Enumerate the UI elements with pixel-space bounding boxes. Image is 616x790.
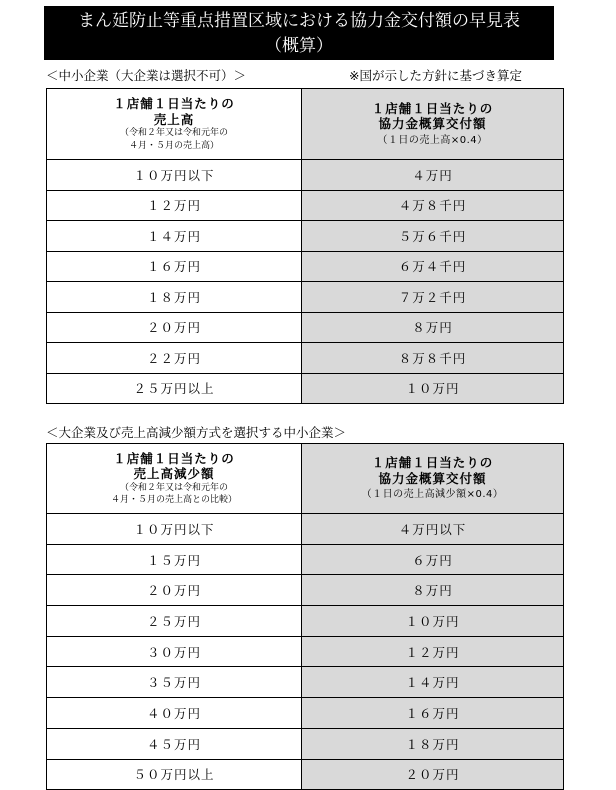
header-sales-sub1: （令和２年又は令和元年の: [119, 128, 228, 139]
sales-cell: ２０万円: [47, 312, 302, 343]
table-row: [47, 728, 564, 759]
sales-cell: ２０万円: [47, 575, 302, 606]
sales-cell: ３５万円: [47, 667, 302, 698]
title-line-2: （概算）: [265, 36, 333, 56]
amount-cell: ４万円: [302, 160, 564, 191]
amount-cell: １０万円: [302, 606, 564, 637]
amount-cell: ４万８千円: [302, 190, 564, 221]
table-row: [47, 636, 564, 667]
amount-cell: １４万円: [302, 667, 564, 698]
sales-cell: ２２万円: [47, 343, 302, 374]
header-sales-line2: 売上高減少額: [133, 466, 215, 482]
header-amount-line1: １店舗１日当たりの: [371, 100, 494, 116]
amount-cell: ８万８千円: [302, 343, 564, 374]
header-sales-sub1: （令和２年又は令和元年の: [119, 482, 228, 493]
header-amount-sub: （１日の売上高減少額×0.4）: [361, 489, 504, 501]
sales-cell: １０万円以下: [47, 160, 302, 191]
table-row: [47, 312, 564, 343]
header-sales-line1: １店舗１日当たりの: [113, 450, 235, 466]
sales-cell: ２５万円: [47, 606, 302, 637]
amount-cell: １６万円: [302, 698, 564, 729]
amount-cell: １２万円: [302, 636, 564, 667]
table-row: [47, 251, 564, 282]
table-small-business: [46, 88, 564, 404]
amount-cell: ２０万円: [302, 759, 564, 790]
amount-cell: １８万円: [302, 728, 564, 759]
amount-cell: ５万６千円: [302, 221, 564, 252]
table-large-business: [46, 443, 564, 790]
section1-note: ※国が示した方針に基づき算定: [349, 68, 522, 83]
table-body: [47, 160, 564, 404]
sales-cell: ４０万円: [47, 698, 302, 729]
amount-cell: １０万円: [302, 373, 564, 404]
table-row: [47, 759, 564, 790]
header-sales: [47, 89, 302, 160]
sales-cell: １８万円: [47, 282, 302, 313]
sales-cell: １６万円: [47, 251, 302, 282]
header-sales-line1: １店舗１日当たりの: [113, 96, 235, 112]
sales-cell: ２５万円以上: [47, 373, 302, 404]
table-row: [47, 373, 564, 404]
sales-cell: １２万円: [47, 190, 302, 221]
table-row: [47, 160, 564, 191]
amount-cell: ７万２千円: [302, 282, 564, 313]
header-sales-sub2: ４月・５月の売上高との比較）: [110, 495, 237, 506]
table-row: [47, 343, 564, 374]
header-amount-line2: 協力金概算交付額: [378, 116, 487, 132]
amount-cell: ４万円以下: [302, 514, 564, 545]
page-title: [44, 6, 554, 60]
amount-cell: ６万円: [302, 544, 564, 575]
table-row: [47, 606, 564, 637]
sales-cell: １５万円: [47, 544, 302, 575]
table-row: [47, 190, 564, 221]
sales-cell: ４５万円: [47, 728, 302, 759]
amount-cell: ８万円: [302, 312, 564, 343]
sales-cell: ５０万円以上: [47, 759, 302, 790]
section1-label: ＜中小企業（大企業は選択不可）＞: [46, 68, 247, 83]
table-row: [47, 221, 564, 252]
amount-cell: ６万４千円: [302, 251, 564, 282]
table-row: [47, 544, 564, 575]
header-sales-line2: 売上高: [153, 111, 195, 127]
table-row: [47, 514, 564, 545]
sales-cell: １０万円以下: [47, 514, 302, 545]
table-row: [47, 282, 564, 313]
header-amount: [302, 444, 564, 514]
section2-label: ＜大企業及び売上高減少額方式を選択する中小企業＞: [46, 425, 347, 440]
table-header-row: [47, 444, 564, 514]
sales-cell: １４万円: [47, 221, 302, 252]
table-row: [47, 667, 564, 698]
table-body: [47, 514, 564, 790]
header-amount-line1: １店舗１日当たりの: [371, 455, 494, 471]
header-sales-sub2: ４月・５月の売上高）: [128, 140, 219, 151]
header-amount-line2: 協力金概算交付額: [378, 470, 487, 486]
header-sales-decrease: [47, 444, 302, 514]
header-amount-sub: （１日の売上高×0.4）: [377, 134, 488, 146]
table-row: [47, 575, 564, 606]
header-amount: [302, 89, 564, 160]
sales-cell: ３０万円: [47, 636, 302, 667]
title-line-1: まん延防止等重点措置区域における協力金交付額の早見表: [78, 11, 520, 31]
table-header-row: [47, 89, 564, 160]
table-row: [47, 698, 564, 729]
amount-cell: ８万円: [302, 575, 564, 606]
